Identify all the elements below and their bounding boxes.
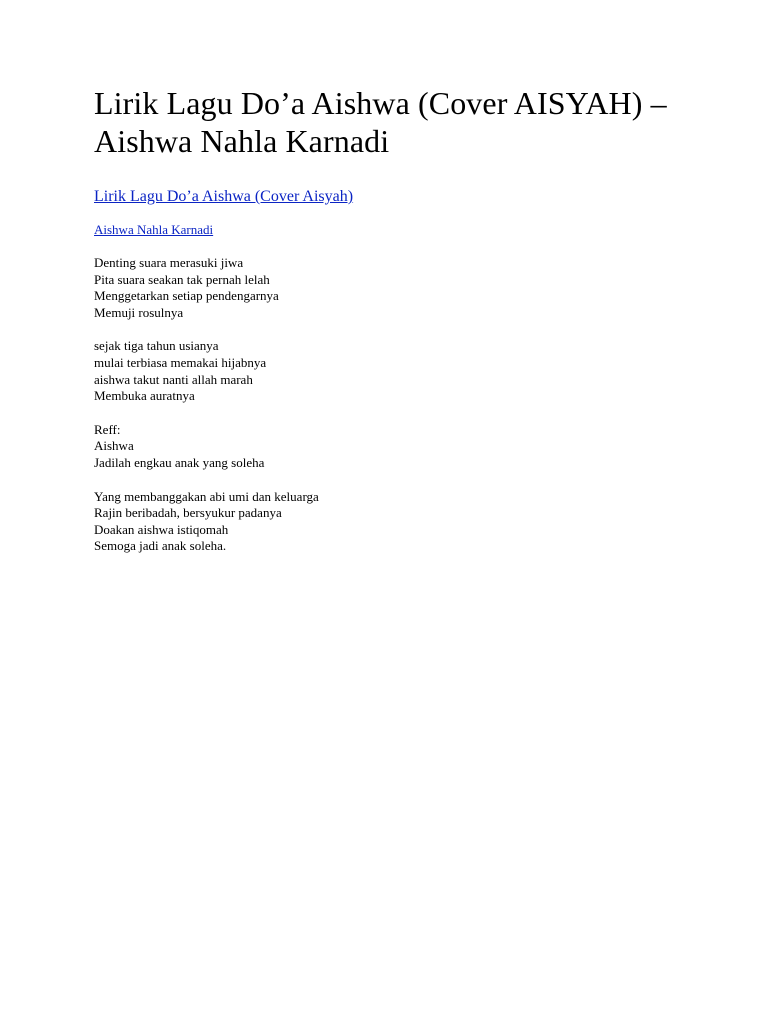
document-content: [94, 84, 734, 555]
lyric-line: sejak tiga tahun usianya: [94, 338, 219, 354]
lyric-line: Doakan aishwa istiqomah: [94, 521, 229, 537]
lyric-line: Denting suara merasuki jiwa: [94, 255, 244, 270]
lyric-line: Pita suara seakan tak pernah lelah: [94, 271, 270, 287]
lyric-line: Aishwa: [94, 438, 134, 454]
lyrics-stanza-1: [94, 255, 734, 321]
lyric-line: Jadilah engkau anak yang soleha: [94, 454, 265, 470]
lyrics-stanza-4: [94, 489, 734, 555]
lyric-line: Yang membanggakan abi umi dan keluarga: [94, 488, 319, 504]
reff-label: Reff:: [94, 421, 121, 437]
song-title-link[interactable]: Lirik Lagu Do’a Aishwa (Cover Aisyah): [94, 188, 354, 205]
lyric-line: aishwa takut nanti allah marah: [94, 371, 253, 387]
lyric-line: Rajin beribadah, bersyukur padanya: [94, 505, 282, 521]
artist-link[interactable]: Aishwa Nahla Karnadi: [94, 222, 214, 237]
lyrics-stanza-2: [94, 338, 734, 404]
lyric-line: Semoga jadi anak soleha.: [94, 538, 227, 554]
lyric-line: Membuka auratnya: [94, 388, 195, 404]
page-title: Lirik Lagu Do’a Aishwa (Cover AISYAH) – Aishwa Nahla Karnadi: [94, 85, 667, 159]
lyrics-stanza-reff: [94, 422, 734, 472]
lyric-line: Menggetarkan setiap pendengarnya: [94, 288, 279, 304]
lyric-line: Memuji rosulnya: [94, 304, 184, 320]
lyric-line: mulai terbiasa memakai hijabnya: [94, 354, 267, 370]
